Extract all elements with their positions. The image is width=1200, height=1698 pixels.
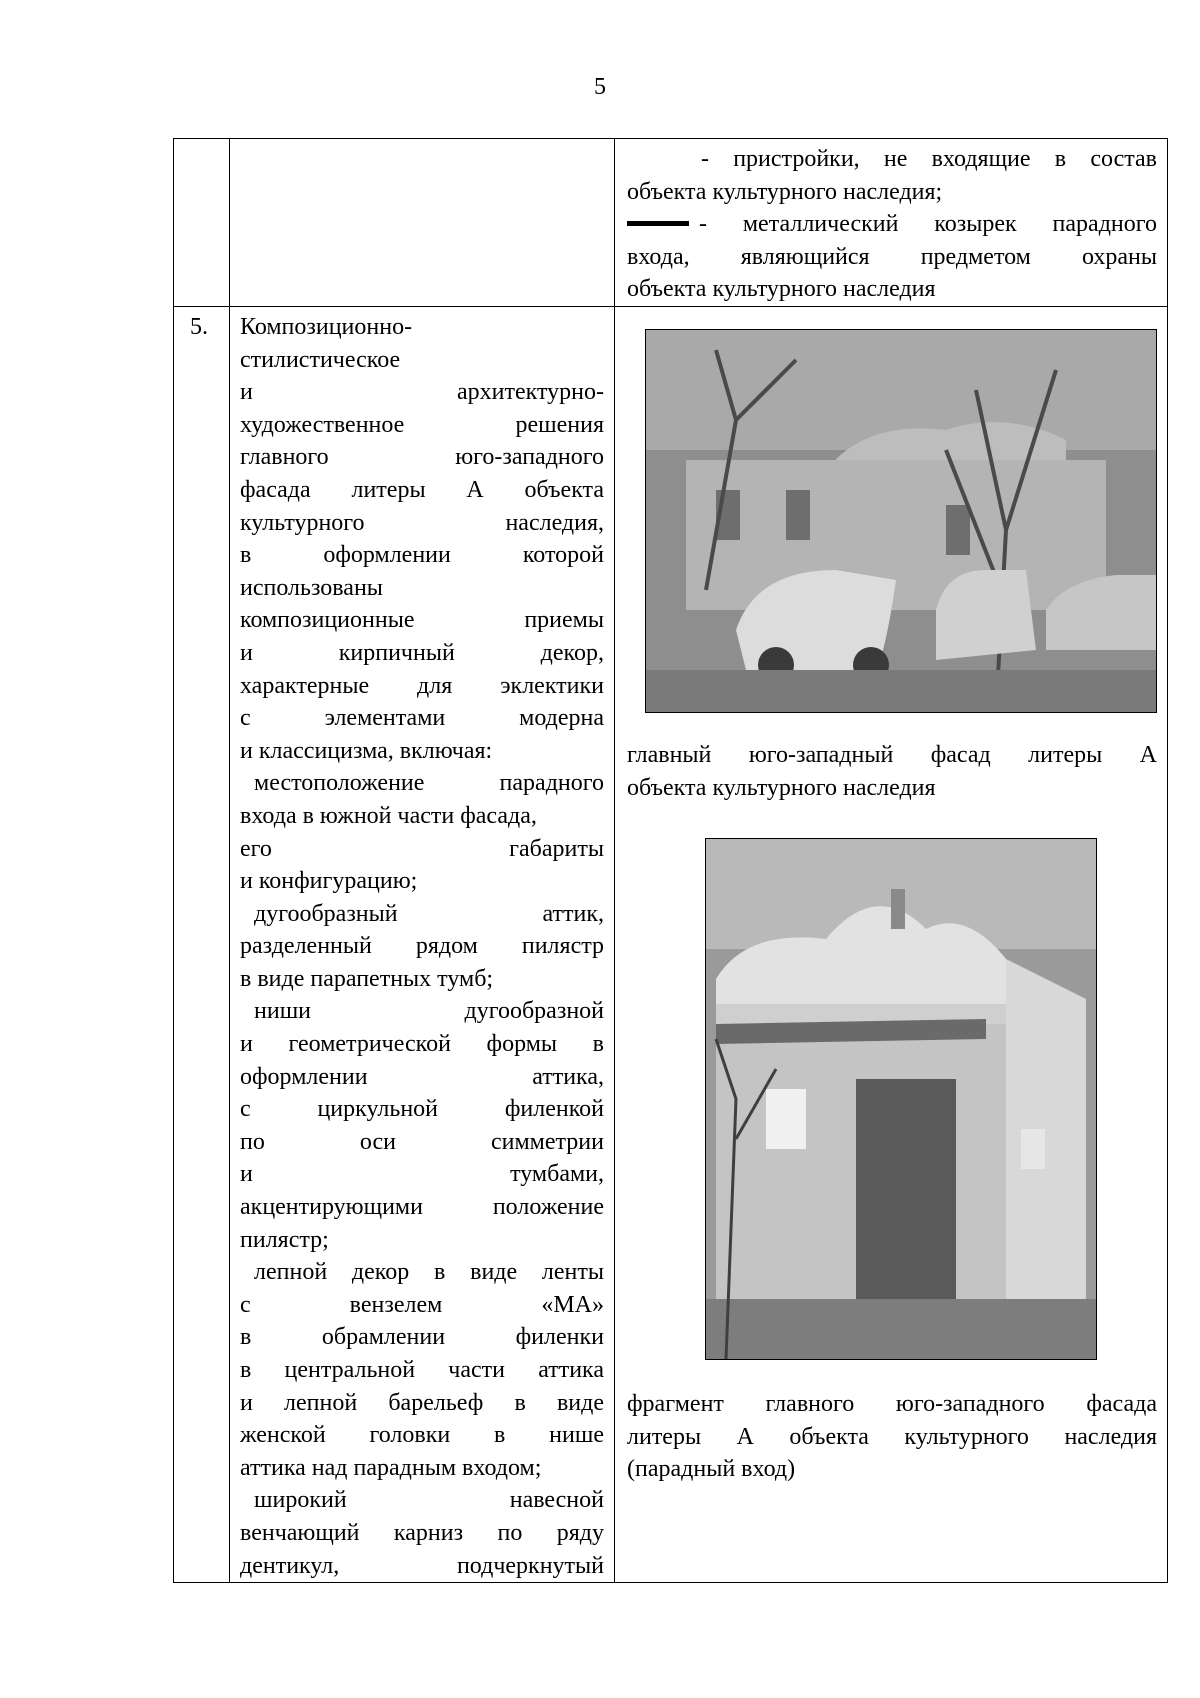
- description-cell: [230, 307, 615, 1583]
- description-line: в виде парапетных тумб;: [240, 965, 494, 992]
- number-cell: [174, 139, 230, 307]
- description-line: и классицизма, включая:: [240, 737, 493, 764]
- description-line: разделенный рядом пилястр: [240, 933, 604, 960]
- description-line: входа в южной части фасада,: [240, 802, 537, 829]
- description-line: культурного наследия,: [240, 509, 604, 536]
- description-line: Композиционно-: [240, 314, 413, 340]
- description-line: акцентирующими положение: [240, 1194, 604, 1221]
- table-row: [174, 139, 1168, 307]
- description-line: с элементами модерна: [240, 705, 604, 732]
- legend-line: - пристройки, не входящие в состав: [701, 146, 1157, 172]
- photo-caption-line: фрагмент главного юго-западного фасада: [627, 1391, 1157, 1418]
- description-line: с вензелем «МА»: [240, 1291, 604, 1318]
- description-cell: [230, 139, 615, 307]
- description-line: и кирпичный декор,: [240, 639, 604, 666]
- photo-caption-line: (парадный вход): [627, 1456, 796, 1483]
- description-line: дугообразный аттик,: [254, 900, 604, 927]
- description-line: и лепной барельеф в виде: [240, 1389, 604, 1416]
- description-line: женской головки в нише: [240, 1422, 604, 1449]
- legend-line-with-symbol: [627, 208, 1157, 241]
- description-line: широкий навесной: [254, 1487, 604, 1514]
- description-line: и геометрической формы в: [240, 1031, 604, 1058]
- description-line: с циркульной филенкой: [240, 1096, 604, 1123]
- description-line: и конфигурацию;: [240, 868, 418, 895]
- legend-text: - металлический козырек парадного: [699, 211, 1157, 238]
- description-line: главного юго-западного: [240, 444, 604, 471]
- description-line: характерные для эклектики: [240, 672, 604, 699]
- solid-line-symbol: [627, 221, 689, 226]
- description-line: оформлении аттика,: [240, 1063, 604, 1090]
- description-line: и тумбами,: [240, 1161, 604, 1188]
- photo-caption-line: объекта культурного наследия: [627, 774, 936, 801]
- facade-photo: [645, 329, 1157, 713]
- description-line: использованы: [240, 574, 383, 601]
- photos-cell: [615, 307, 1168, 1583]
- description-line: и архитектурно-: [240, 379, 604, 406]
- description-line: венчающий карниз по ряду: [240, 1519, 604, 1546]
- description-line: стилистическое: [240, 346, 401, 373]
- legend-line: входа, являющийся предметом охраны: [627, 243, 1157, 270]
- description-line: фасада литеры А объекта: [240, 476, 604, 503]
- description-line: дентикул, подчеркнутый: [240, 1552, 604, 1579]
- legend-line: объекта культурного наследия: [627, 276, 936, 303]
- photo-caption-line: главный юго-западный фасад литеры А: [627, 742, 1157, 768]
- description-line: по оси симметрии: [240, 1128, 604, 1155]
- description-line: в оформлении которой: [240, 542, 604, 569]
- photo-caption-line: литеры А объекта культурного наследия: [627, 1423, 1157, 1450]
- table-row: [174, 307, 1168, 1583]
- description-line: ниши дугообразной: [254, 998, 604, 1025]
- heritage-table: [173, 138, 1168, 1583]
- description-line: пилястр;: [240, 1226, 329, 1253]
- page-number: 5: [594, 74, 606, 100]
- description-line: его габариты: [240, 835, 604, 862]
- description-line: местоположение парадного: [254, 770, 604, 797]
- legend-cell: [615, 139, 1168, 307]
- legend-line: объекта культурного наследия;: [627, 178, 943, 205]
- description-line: аттика над парадным входом;: [240, 1454, 542, 1481]
- description-line: лепной декор в виде ленты: [254, 1259, 604, 1286]
- entrance-photo: [705, 838, 1097, 1360]
- row-number: 5.: [174, 307, 230, 1583]
- description-line: художественное решения: [240, 411, 604, 438]
- description-line: в центральной части аттика: [240, 1357, 604, 1383]
- description-line: композиционные приемы: [240, 607, 604, 634]
- description-text: [240, 311, 604, 1582]
- description-line: в обрамлении филенки: [240, 1324, 604, 1351]
